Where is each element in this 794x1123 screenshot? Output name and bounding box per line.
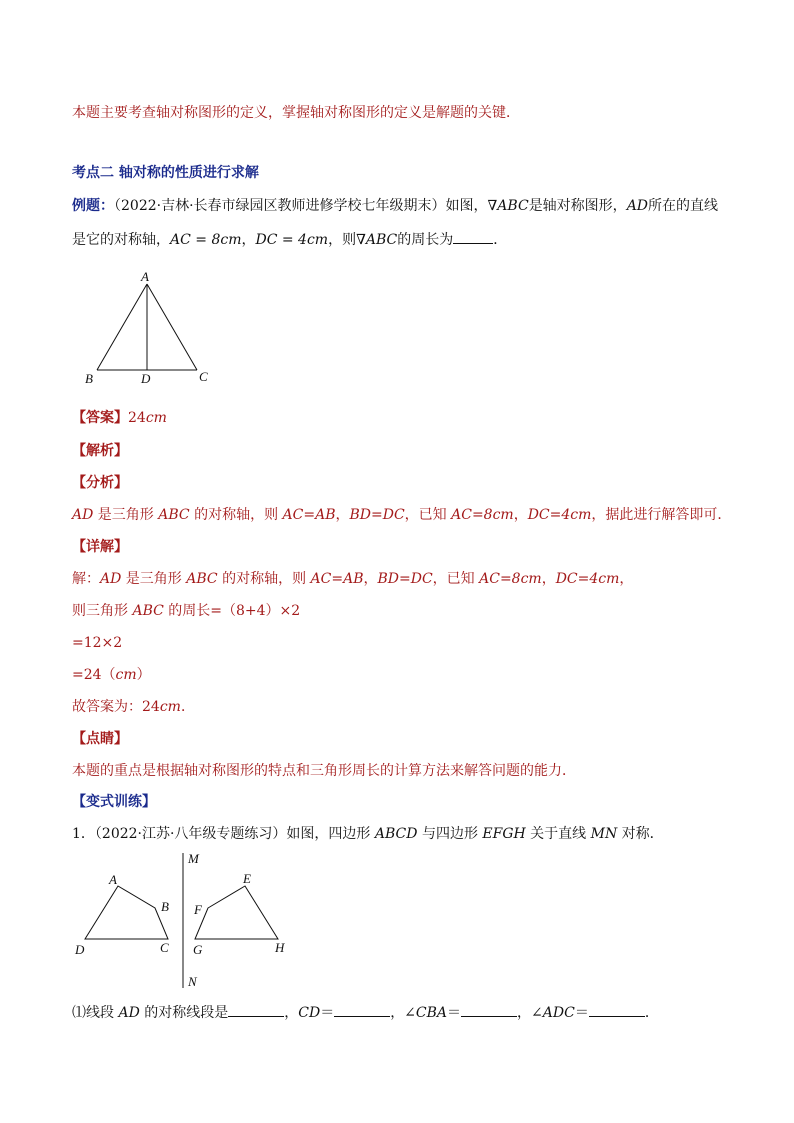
- detail-l1-d: ABC: [186, 571, 218, 587]
- detail-l1-b: AD: [100, 571, 122, 587]
- label-f2: F: [194, 902, 202, 917]
- q1sub-g: ，∠: [390, 1005, 416, 1021]
- fenxi-t9: AC=8cm: [451, 507, 514, 523]
- example-dc: DC = 4cm: [255, 232, 329, 248]
- detail-l1-j: AC=8cm: [479, 571, 542, 587]
- detail-l5-b: 24: [142, 699, 160, 715]
- fenxi-t1: AD: [72, 507, 94, 523]
- q1sub-d: ，: [284, 1005, 299, 1021]
- detail-l1-l: DC=4cm: [555, 571, 620, 587]
- blank-1: [228, 1002, 284, 1017]
- question-1-sub: [72, 1002, 659, 1023]
- label-b2: B: [161, 899, 169, 914]
- quad-efgh: [195, 886, 278, 939]
- example-line-1: [72, 196, 718, 216]
- q1sub-b: AD: [118, 1005, 140, 1021]
- q1sub-h: CBA: [415, 1005, 448, 1021]
- triangle-figure: [80, 266, 220, 390]
- fenxi-t8: ，已知: [404, 507, 452, 523]
- detail-l1-g: ，: [363, 571, 378, 587]
- dianjing-text: 本题的重点是根据轴对称图形的特点和三角形周长的计算方法来解答问题的能力．: [72, 763, 576, 779]
- label-d2: D: [75, 942, 85, 957]
- example-triangle-1: ∇ABC: [487, 198, 529, 214]
- fenxi-label: 【分析】: [72, 475, 128, 491]
- detail-line-3: =12×2: [72, 635, 123, 651]
- detail-l1-i: ，已知: [432, 571, 480, 587]
- detail-line-4: [72, 665, 151, 685]
- detail-l5-d: ．: [180, 699, 195, 715]
- quadrilateral-figure: [70, 848, 300, 994]
- q1-e: 关于直线: [525, 826, 591, 842]
- answer-unit: cm: [145, 410, 167, 426]
- blank-2: [334, 1002, 390, 1017]
- answer-label: 【答案】: [72, 410, 128, 426]
- intro-text: 本题主要考查轴对称图形的定义，掌握轴对称图形的定义是解题的关键．: [72, 105, 520, 121]
- answer-value: 24: [128, 410, 146, 426]
- fenxi-t5: AC=AB: [282, 507, 336, 523]
- q1-b: ABCD: [374, 826, 418, 842]
- detail-l2-a: 则三角形: [72, 603, 133, 619]
- detail-l1-c: 是三角形: [121, 571, 187, 587]
- q1sub-i: ＝: [447, 1005, 462, 1021]
- detail-l2-c: 的周长=（8+4）×2: [163, 603, 301, 619]
- detail-l2-b: ABC: [132, 603, 164, 619]
- q1-c: 与四边形: [417, 826, 483, 842]
- example-triangle-2: ∇ABC: [356, 232, 398, 248]
- detail-l1-k: ，: [541, 571, 556, 587]
- example-ac: AC = 8cm: [170, 232, 242, 248]
- question-1: [72, 824, 664, 844]
- label-e2: E: [243, 871, 251, 886]
- fenxi-t6: ，: [335, 507, 350, 523]
- detail-line-2: [72, 601, 300, 621]
- label-g2: G: [193, 942, 203, 957]
- example-line-2: [72, 229, 507, 250]
- detail-l1-a: 解：: [72, 571, 100, 587]
- q1sub-m: ．: [644, 1005, 659, 1021]
- dianjing-label: 【点睛】: [72, 731, 128, 747]
- example-label: 例题：: [72, 198, 114, 214]
- example-end: ．: [493, 232, 508, 248]
- label-n2: N: [188, 974, 197, 989]
- example-text-1: 是轴对称图形，: [528, 198, 627, 214]
- q1-a: 1．（2022·江苏·八年级专题练习）如图，四边形: [72, 826, 375, 842]
- fenxi-t2: 是三角形: [93, 507, 159, 523]
- fenxi-t11: DC=4cm: [527, 507, 592, 523]
- example-line2-c: 的周长为: [397, 232, 454, 248]
- fenxi-t3: ABC: [158, 507, 190, 523]
- fenxi-t7: BD=DC: [349, 507, 405, 523]
- detail-l1-m: ，: [619, 571, 634, 587]
- detail-line-1: [72, 569, 633, 589]
- quad-abcd: [85, 886, 168, 939]
- detail-l1-e: 的对称轴，则: [217, 571, 311, 587]
- variant-label: 【变式训练】: [72, 794, 156, 810]
- side-ab: [97, 284, 147, 370]
- analysis-label: 【解析】: [72, 443, 128, 459]
- label-b: B: [85, 371, 93, 386]
- q1sub-k: ADC: [542, 1005, 575, 1021]
- detail-label: 【详解】: [72, 539, 128, 555]
- example-line2-a: 是它的对称轴，: [72, 232, 170, 248]
- section-title: 考点二 轴对称的性质进行求解: [72, 165, 259, 181]
- example-comma: ，: [241, 232, 256, 248]
- example-text-2: 所在的直线: [648, 198, 719, 214]
- detail-l5-c: cm: [159, 699, 181, 715]
- detail-l4-a: =24（: [72, 667, 116, 683]
- side-ac: [147, 284, 197, 370]
- detail-l5-a: 故答案为：: [72, 699, 142, 715]
- fenxi-text: [72, 505, 731, 525]
- blank-4: [589, 1002, 645, 1017]
- example-ad: AD: [626, 198, 649, 214]
- label-a: A: [141, 269, 149, 284]
- q1-g: 对称．: [617, 826, 664, 842]
- answer-line: [72, 408, 167, 428]
- detail-line-5: [72, 697, 195, 717]
- label-h2: H: [275, 940, 285, 955]
- label-m2: M: [188, 851, 199, 866]
- q1sub-a: ⑴线段: [72, 1005, 119, 1021]
- label-a2: A: [109, 872, 117, 887]
- example-source: （2022·吉林·长春市绿园区教师进修学校七年级期末）如图，: [114, 198, 488, 214]
- detail-l1-h: BD=DC: [377, 571, 433, 587]
- q1-f: MN: [590, 826, 618, 842]
- label-c: C: [199, 369, 208, 384]
- blank-3: [461, 1002, 517, 1017]
- fenxi-t12: ，据此进行解答即可．: [591, 507, 732, 523]
- answer-blank: [453, 229, 493, 244]
- detail-l4-b: cm: [115, 667, 137, 683]
- detail-l4-c: ）: [136, 667, 151, 683]
- example-line2-b: ，则: [328, 232, 357, 248]
- q1sub-c: 的对称线段是: [139, 1005, 229, 1021]
- label-c2: C: [160, 940, 169, 955]
- label-d: D: [141, 371, 151, 386]
- q1sub-f: ＝: [320, 1005, 335, 1021]
- q1sub-j: ，∠: [517, 1005, 543, 1021]
- detail-l1-f: AC=AB: [310, 571, 364, 587]
- q1sub-e: CD: [298, 1005, 321, 1021]
- fenxi-t10: ，: [513, 507, 528, 523]
- q1-d: EFGH: [482, 826, 526, 842]
- q1sub-l: ＝: [574, 1005, 589, 1021]
- fenxi-t4: 的对称轴，则: [189, 507, 283, 523]
